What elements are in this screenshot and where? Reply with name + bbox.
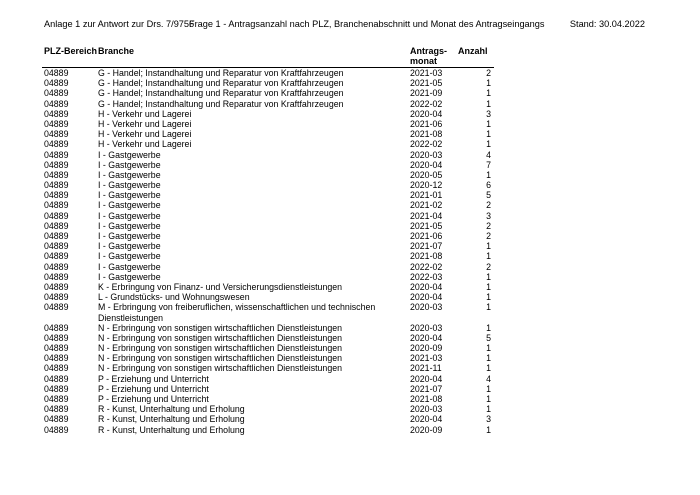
cell-branche: I - Gastgewerbe [98, 231, 161, 241]
cell-anzahl: 1 [486, 129, 491, 140]
table-row [0, 221, 700, 231]
cell-anzahl: 1 [486, 271, 491, 282]
cell-anzahl: 1 [486, 241, 491, 252]
cell-anzahl: 1 [486, 118, 491, 129]
cell-branche: P - Erziehung und Unterricht [98, 394, 209, 405]
cell-monat: 2022-02 [410, 139, 443, 150]
cell-monat: 2020-04 [410, 292, 443, 303]
cell-plz: 04889 [44, 281, 69, 292]
cell-branche: L - Grundstücks- und Wohnungswesen [98, 292, 250, 303]
cell-branche: I - Gastgewerbe [98, 220, 161, 231]
cell-plz: 04889 [44, 98, 69, 109]
table-row [0, 374, 700, 384]
cell-branche: I - Gastgewerbe [98, 169, 161, 180]
cell-plz: 04889 [44, 241, 69, 252]
cell-anzahl: 1 [486, 302, 491, 313]
cell-plz: 04889 [44, 78, 69, 89]
cell-branche: H - Verkehr und Lagerei [98, 129, 192, 140]
cell-branche: I - Gastgewerbe [98, 159, 161, 170]
cell-plz: 04889 [44, 394, 69, 405]
cell-branche: I - Gastgewerbe [98, 251, 161, 262]
table-row [0, 241, 700, 251]
table-row [0, 68, 700, 78]
table-row [0, 302, 700, 322]
cell-monat: 2020-04 [410, 159, 443, 170]
cell-anzahl: 2 [486, 200, 491, 211]
cell-plz: 04889 [44, 322, 69, 333]
cell-monat: 2020-03 [410, 302, 443, 313]
cell-anzahl: 5 [486, 332, 491, 343]
cell-anzahl: 1 [486, 343, 491, 354]
cell-plz: 04889 [44, 424, 69, 435]
cell-branche: R - Kunst, Unterhaltung und Erholung [98, 424, 245, 435]
table-row [0, 88, 700, 98]
table-row [0, 363, 700, 373]
cell-monat: 2021-09 [410, 88, 443, 99]
cell-plz: 04889 [44, 210, 69, 221]
cell-monat: 2021-05 [410, 220, 443, 231]
cell-branche: R - Kunst, Unterhaltung und Erholung [98, 404, 245, 415]
table-row [0, 109, 700, 119]
cell-monat: 2020-03 [410, 322, 443, 333]
cell-anzahl: 2 [486, 261, 491, 272]
cell-monat: 2021-06 [410, 118, 443, 129]
cell-plz: 04889 [44, 332, 69, 343]
cell-plz: 04889 [44, 190, 69, 201]
cell-monat: 2021-08 [410, 129, 443, 140]
cell-monat: 2021-01 [410, 190, 443, 201]
cell-plz: 04889 [44, 220, 69, 231]
cell-monat: 2020-09 [410, 343, 443, 354]
table-row [0, 170, 700, 180]
cell-plz: 04889 [44, 251, 69, 262]
cell-anzahl: 1 [486, 353, 491, 364]
cell-anzahl: 1 [486, 424, 491, 435]
cell-branche: K - Erbringung von Finanz- und Versicherungsdienstleistungen [98, 281, 343, 292]
cell-plz: 04889 [44, 404, 69, 415]
table-row [0, 231, 700, 241]
table-row [0, 414, 700, 424]
table-row [0, 78, 700, 88]
cell-anzahl: 5 [486, 190, 491, 201]
cell-plz: 04889 [44, 88, 69, 99]
table-row [0, 292, 700, 302]
cell-branche: H - Verkehr und Lagerei [98, 108, 192, 119]
table-row [0, 139, 700, 149]
cell-anzahl: 2 [486, 220, 491, 231]
cell-anzahl: 4 [486, 149, 491, 160]
cell-plz: 04889 [44, 139, 69, 150]
table-row [0, 404, 700, 414]
cell-branche: P - Erziehung und Unterricht [98, 373, 209, 384]
table-row [0, 160, 700, 170]
table-row [0, 425, 700, 435]
table-row [0, 333, 700, 343]
cell-branche: G - Handel; Instandhaltung und Reparatur von Kraftfahrzeugen [98, 98, 344, 109]
cell-anzahl: 1 [486, 322, 491, 333]
cell-anzahl: 1 [486, 98, 491, 109]
cell-anzahl: 3 [486, 414, 491, 425]
cell-plz: 04889 [44, 302, 69, 313]
cell-anzahl: 1 [486, 363, 491, 374]
column-header-branche: Branche [98, 46, 135, 56]
table-row [0, 129, 700, 139]
table-row [0, 119, 700, 129]
cell-anzahl: 1 [486, 394, 491, 405]
column-header-plz: PLZ-Bereich [44, 46, 98, 56]
table-row [0, 180, 700, 190]
cell-anzahl: 3 [486, 210, 491, 221]
cell-plz: 04889 [44, 414, 69, 425]
cell-anzahl: 2 [486, 68, 491, 78]
cell-anzahl: 1 [486, 78, 491, 89]
cell-monat: 2020-12 [410, 180, 443, 191]
cell-plz: 04889 [44, 108, 69, 119]
cell-anzahl: 1 [486, 169, 491, 180]
cell-anzahl: 3 [486, 108, 491, 119]
cell-monat: 2021-03 [410, 353, 443, 364]
table-row [0, 384, 700, 394]
cell-anzahl: 1 [486, 383, 491, 394]
cell-anzahl: 1 [486, 139, 491, 150]
cell-plz: 04889 [44, 271, 69, 282]
cell-plz: 04889 [44, 343, 69, 354]
cell-monat: 2022-03 [410, 271, 443, 282]
cell-branche: N - Erbringung von sonstigen wirtschaftlichen Dienstleistungen [98, 353, 342, 364]
cell-branche: G - Handel; Instandhaltung und Reparatur von Kraftfahrzeugen [98, 78, 344, 89]
cell-branche: I - Gastgewerbe [98, 149, 161, 160]
cell-anzahl: 6 [486, 180, 491, 191]
table-row [0, 200, 700, 210]
cell-monat: 2021-04 [410, 210, 443, 221]
cell-monat: 2020-09 [410, 424, 443, 435]
cell-monat: 2022-02 [410, 261, 443, 272]
cell-monat: 2021-08 [410, 394, 443, 405]
table-row [0, 99, 700, 109]
document-reference: Anlage 1 zur Antwort zur Drs. 7/9756 [44, 19, 195, 29]
column-header-anzahl: Anzahl [458, 46, 488, 56]
cell-monat: 2021-07 [410, 383, 443, 394]
cell-plz: 04889 [44, 118, 69, 129]
document-date: Stand: 30.04.2022 [569, 19, 645, 29]
cell-monat: 2020-04 [410, 108, 443, 119]
cell-branche: I - Gastgewerbe [98, 190, 161, 201]
cell-monat: 2020-04 [410, 332, 443, 343]
table-row [0, 190, 700, 200]
cell-anzahl: 1 [486, 251, 491, 262]
cell-plz: 04889 [44, 159, 69, 170]
table-row [0, 353, 700, 363]
cell-monat: 2021-02 [410, 200, 443, 211]
cell-anzahl: 4 [486, 373, 491, 384]
cell-branche: I - Gastgewerbe [98, 261, 161, 272]
cell-plz: 04889 [44, 261, 69, 272]
cell-branche: N - Erbringung von sonstigen wirtschaftlichen Dienstleistungen [98, 343, 342, 354]
cell-branche: I - Gastgewerbe [98, 200, 161, 211]
table-row [0, 272, 700, 282]
cell-branche: P - Erziehung und Unterricht [98, 383, 209, 394]
table-row [0, 282, 700, 292]
cell-plz: 04889 [44, 231, 69, 241]
cell-plz: 04889 [44, 292, 69, 303]
cell-branche: I - Gastgewerbe [98, 241, 161, 252]
cell-monat: 2021-08 [410, 251, 443, 262]
cell-anzahl: 1 [486, 404, 491, 415]
cell-branche: G - Handel; Instandhaltung und Reparatur von Kraftfahrzeugen [98, 88, 344, 99]
cell-plz: 04889 [44, 129, 69, 140]
cell-branche: H - Verkehr und Lagerei [98, 118, 192, 129]
cell-branche: I - Gastgewerbe [98, 271, 161, 282]
cell-branche: H - Verkehr und Lagerei [98, 139, 192, 150]
cell-anzahl: 2 [486, 231, 491, 241]
cell-plz: 04889 [44, 383, 69, 394]
table-row [0, 251, 700, 261]
column-header-monat-line2: monat [410, 56, 437, 66]
cell-branche: N - Erbringung von sonstigen wirtschaftlichen Dienstleistungen [98, 322, 342, 333]
cell-branche: I - Gastgewerbe [98, 180, 161, 191]
table-row [0, 150, 700, 160]
cell-monat: 2020-04 [410, 373, 443, 384]
document-title: Frage 1 - Antragsanzahl nach PLZ, Branchenabschnitt und Monat des Antragseingangs [189, 19, 545, 29]
cell-monat: 2021-06 [410, 231, 443, 241]
table-body [0, 68, 700, 435]
table-row [0, 262, 700, 272]
table-row [0, 323, 700, 333]
table-row [0, 343, 700, 353]
cell-monat: 2022-02 [410, 98, 443, 109]
cell-branche: R - Kunst, Unterhaltung und Erholung [98, 414, 245, 425]
cell-monat: 2021-11 [410, 363, 442, 374]
cell-monat: 2021-05 [410, 78, 443, 89]
cell-monat: 2020-04 [410, 414, 443, 425]
cell-monat: 2021-03 [410, 68, 443, 78]
cell-monat: 2020-03 [410, 404, 443, 415]
cell-branche: N - Erbringung von sonstigen wirtschaftlichen Dienstleistungen [98, 332, 342, 343]
cell-monat: 2020-03 [410, 149, 443, 160]
cell-monat: 2020-04 [410, 281, 443, 292]
cell-anzahl: 1 [486, 292, 491, 303]
cell-plz: 04889 [44, 363, 69, 374]
column-header-monat-line1: Antrags- [410, 46, 448, 56]
cell-plz: 04889 [44, 180, 69, 191]
cell-monat: 2020-05 [410, 169, 443, 180]
table-row [0, 394, 700, 404]
cell-monat: 2021-07 [410, 241, 443, 252]
cell-anzahl: 1 [486, 88, 491, 99]
cell-anzahl: 7 [486, 159, 491, 170]
cell-anzahl: 1 [486, 281, 491, 292]
cell-plz: 04889 [44, 353, 69, 364]
cell-branche: I - Gastgewerbe [98, 210, 161, 221]
table-row [0, 211, 700, 221]
cell-branche: M - Erbringung von freiberuflichen, wissenschaftlichen und technischen Dienstleistungen [98, 302, 376, 323]
cell-branche: G - Handel; Instandhaltung und Reparatur von Kraftfahrzeugen [98, 68, 344, 78]
cell-plz: 04889 [44, 373, 69, 384]
cell-plz: 04889 [44, 200, 69, 211]
cell-plz: 04889 [44, 149, 69, 160]
cell-plz: 04889 [44, 169, 69, 180]
column-header-monat [410, 46, 447, 66]
cell-branche: N - Erbringung von sonstigen wirtschaftlichen Dienstleistungen [98, 363, 342, 374]
cell-plz: 04889 [44, 68, 69, 78]
